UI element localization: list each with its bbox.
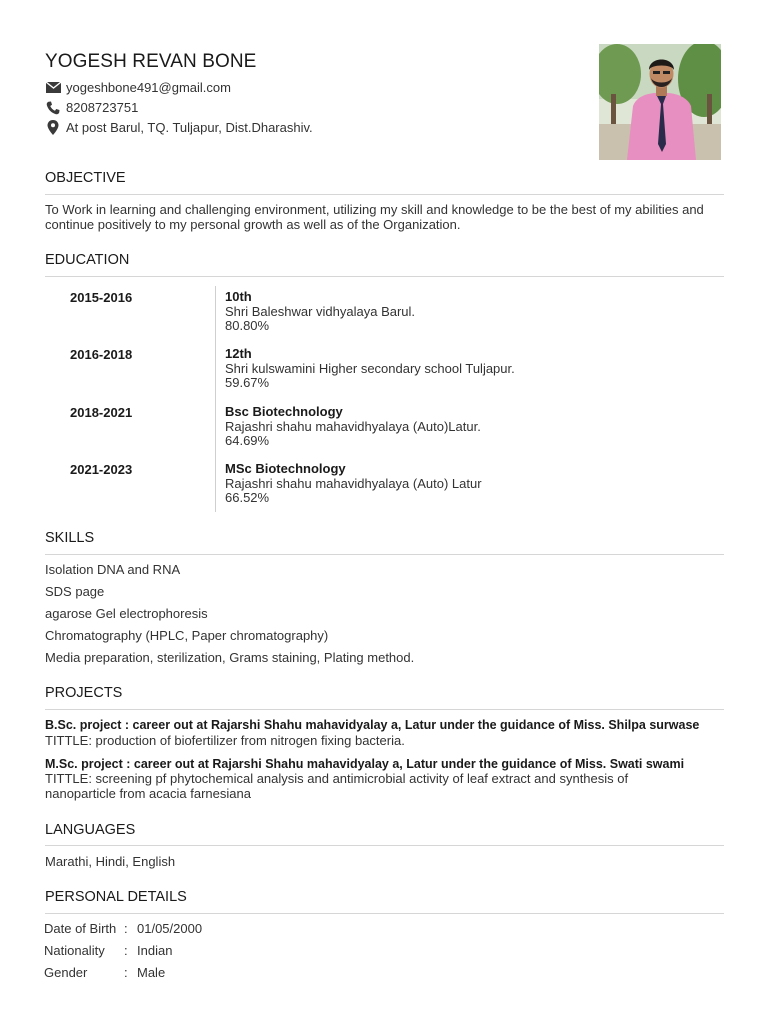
- colon-separator: :: [124, 965, 128, 980]
- project-heading: M.Sc. project : career out at Rajarshi Shahu mahavidyalay a, Latur under the guidance of Miss. Swati swami: [45, 757, 685, 771]
- education-entry: [225, 290, 415, 334]
- phone-icon: [45, 101, 61, 115]
- envelope-icon: [45, 81, 61, 95]
- languages-text: Marathi, Hindi, English: [45, 854, 176, 869]
- project-title-text: TITTLE: screening pf phytochemical analysis and antimicrobial activity of leaf extract and synthesis of nanoparticle from acacia farnesiana: [45, 771, 629, 801]
- skill-item: SDS page: [45, 584, 105, 599]
- education-school: Shri kulswamini Higher secondary school Tuljapur.: [225, 360, 515, 376]
- personal-detail-row: [44, 943, 172, 958]
- education-heading: EDUCATION: [45, 252, 130, 268]
- project-title-text: TITTLE: production of biofertilizer from nitrogen fixing bacteria.: [45, 733, 405, 748]
- personal-details-heading: PERSONAL DETAILS: [45, 889, 187, 905]
- contact-phone-row: [45, 100, 138, 115]
- skill-item: Isolation DNA and RNA: [45, 562, 181, 577]
- personal-detail-value: 01/05/2000: [137, 921, 203, 936]
- languages-heading: LANGUAGES: [45, 822, 136, 838]
- education-entry: [225, 347, 515, 391]
- colon-separator: :: [124, 921, 128, 936]
- projects-heading: PROJECTS: [45, 685, 123, 701]
- personal-detail-label: Gender: [44, 965, 88, 980]
- skill-item: agarose Gel electrophoresis: [45, 606, 208, 621]
- profile-photo: [599, 44, 721, 160]
- education-years: 2015-2016: [70, 290, 133, 305]
- education-years: 2018-2021: [70, 405, 133, 420]
- languages-divider: [45, 845, 724, 846]
- education-score: 59.67%: [225, 375, 270, 390]
- skills-heading: SKILLS: [45, 530, 95, 546]
- skill-item: Chromatography (HPLC, Paper chromatography): [45, 628, 329, 643]
- contact-address-row: [45, 120, 313, 135]
- education-years: 2016-2018: [70, 347, 133, 362]
- candidate-name: YOGESH REVAN BONE: [45, 51, 257, 72]
- skills-divider: [45, 554, 724, 555]
- phone-text[interactable]: 8208723751: [66, 100, 139, 115]
- address-text: At post Barul, TQ. Tuljapur, Dist.Dharashiv.: [66, 120, 313, 135]
- map-pin-icon: [45, 121, 61, 135]
- projects-divider: [45, 709, 724, 710]
- objective-divider: [45, 194, 724, 195]
- project-heading: B.Sc. project : career out at Rajarshi Shahu mahavidyalay a, Latur under the guidance of Miss. Shilpa surwase: [45, 718, 700, 732]
- education-degree: 10th: [225, 289, 252, 304]
- contact-email-row: [45, 80, 231, 95]
- personal-detail-value: Male: [137, 965, 166, 980]
- education-school: Rajashri shahu mahavidhyalaya (Auto)Latur.: [225, 418, 481, 434]
- personal-detail-label: Date of Birth: [44, 921, 117, 936]
- education-score: 80.80%: [225, 318, 270, 333]
- personal-detail-row: [44, 921, 202, 936]
- education-score: 64.69%: [225, 433, 270, 448]
- objective-text: To Work in learning and challenging environment, utilizing my skill and knowledge to be the best of my abilities and continue positively to my personal growth as well as of the Organization.: [45, 202, 704, 232]
- education-timeline-line: [215, 286, 216, 512]
- education-degree: 12th: [225, 346, 252, 361]
- education-entry: [225, 462, 482, 506]
- personal-details-divider: [45, 913, 724, 914]
- education-degree: MSc Biotechnology: [225, 461, 346, 476]
- education-school: Rajashri shahu mahavidhyalaya (Auto) Latur: [225, 475, 482, 491]
- personal-detail-value: Indian: [137, 943, 173, 958]
- skill-item: Media preparation, sterilization, Grams staining, Plating method.: [45, 650, 415, 665]
- education-entry: [225, 405, 481, 449]
- education-divider: [45, 276, 724, 277]
- personal-detail-label: Nationality: [44, 943, 105, 958]
- education-school: Shri Baleshwar vidhyalaya Barul.: [225, 303, 416, 319]
- education-degree: Bsc Biotechnology: [225, 404, 343, 419]
- personal-detail-row: [44, 965, 165, 980]
- education-score: 66.52%: [225, 490, 270, 505]
- colon-separator: :: [124, 943, 128, 958]
- objective-heading: OBJECTIVE: [45, 170, 126, 186]
- education-years: 2021-2023: [70, 462, 133, 477]
- email-text[interactable]: yogeshbone491@gmail.com: [66, 80, 231, 95]
